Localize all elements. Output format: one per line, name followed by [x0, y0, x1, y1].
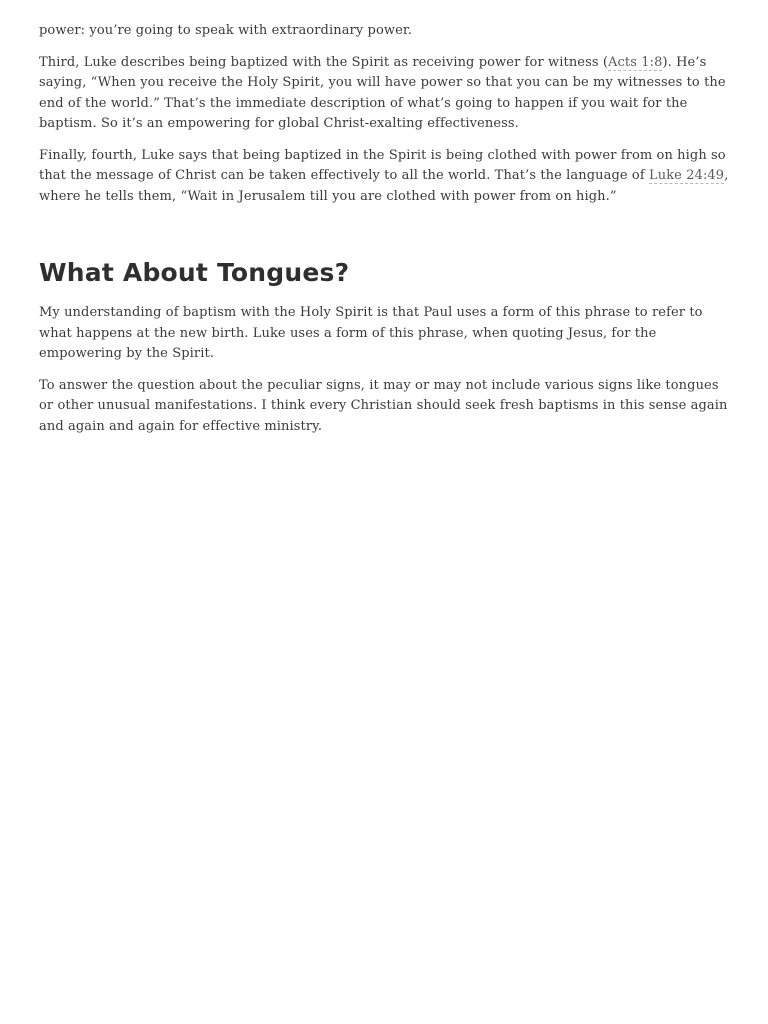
- paragraph-answer: To answer the question about the peculiar signs, it may or may not include various signs like tongues or other unusual manifestations. I think every Christian should seek fresh baptisms in this sense again and again and again for effective ministry.: [39, 377, 728, 434]
- paragraph-third: [39, 53, 731, 135]
- paragraph-third-text-after: ). He’s saying, “When you receive the Holy Spirit, you will have power so that you can be my witnesses to the end of the world.” That’s the immediate description of what’s going to happen if you wait for the baptism. So it’s an empowering for global Christ-exalting effectiveness.: [39, 54, 726, 131]
- paragraph-fourth-text-after: , where he tells them, “Wait in Jerusalem till you are clothed with power from on high.”: [39, 168, 729, 204]
- article-body: [39, 21, 731, 448]
- paragraph-power: power: you’re going to speak with extraordinary power.: [39, 23, 413, 38]
- paragraph-understanding: My understanding of baptism with the Holy Spirit is that Paul uses a form of this phrase to refer to what happens at the new birth. Luke uses a form of this phrase, when quoting Jesus, for the empowering by the Spirit.: [39, 305, 703, 361]
- scripture-link-acts-1-8[interactable]: Acts 1:8: [608, 54, 663, 70]
- scripture-link-luke-24-49[interactable]: Luke 24:49: [649, 168, 725, 183]
- section-heading-tongues: What About Tongues?: [39, 258, 350, 287]
- paragraph-fourth-text-before: Finally, fourth, Luke says that being baptized in the Spirit is being clothed with power from on high so that the message of Christ can be taken effectively to all the world. That’s the language of: [39, 147, 726, 183]
- paragraph-fourth: [39, 146, 731, 208]
- paragraph-third-text-before: Third, Luke describes being baptized with the Spirit as receiving power for witness (: [39, 54, 609, 70]
